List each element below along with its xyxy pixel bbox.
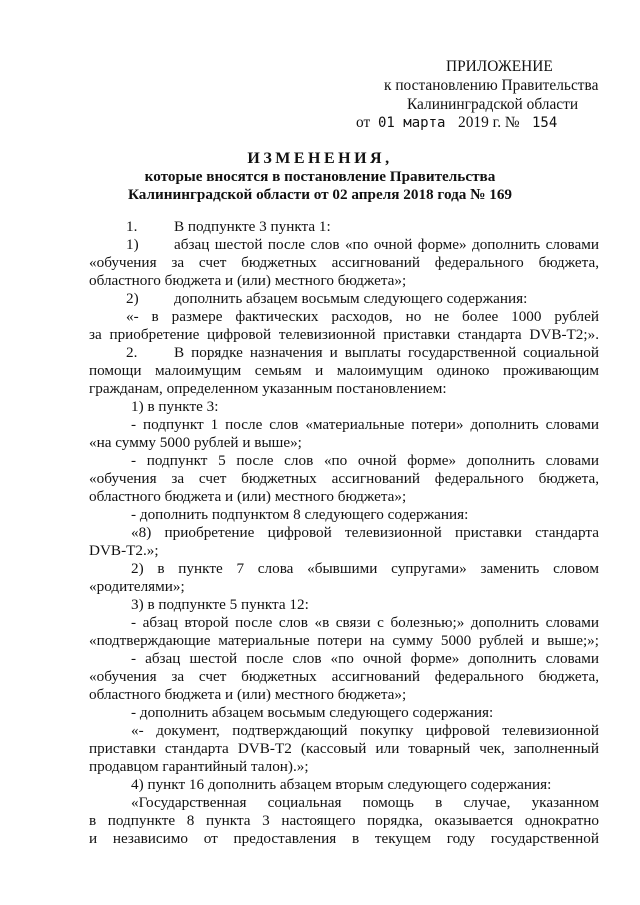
resolution-number-stamp: 154 [532,115,558,131]
body-line: - дополнить подпунктом 8 следующего содержания: [131,506,469,523]
body-line: «на сумму 5000 рублей и выше»; [89,434,302,451]
body-line: «обучения за счет бюджетных ассигнований федерального бюджета, [89,470,599,487]
body-line: гражданам, определенном указанным постановлением: [89,380,447,397]
body-line: - абзац шестой после слов «по очной форме» дополнить словами [131,650,599,667]
body-line: и независимо от предоставления в текущем году государственной [89,830,599,847]
appendix-resolution-line: к постановлению Правительства [384,77,599,94]
body-line: продавцом гарантийный талон).»; [89,758,309,775]
document-title: ИЗМЕНЕНИЯ, [247,150,393,167]
body-line: DVB-T2.»; [89,542,159,559]
item-1-1-number: 1) [126,236,139,253]
document-subtitle-line-2: Калининградской области от 02 апреля 2018 года № 169 [127,186,513,203]
sub-item-heading: 2) в пункте 7 слова «бывшими супругами» заменить словом [131,560,599,577]
body-line: «подтверждающие материальные потери на сумму 5000 рублей и выше;»; [89,632,599,649]
body-line: «Государственная социальная помощь в случае, указанном [131,794,599,811]
body-line: «родителями»; [89,578,185,595]
date-year: 2019 г. № [458,114,520,131]
item-2-text: В порядке назначения и выплаты государственной социальной [174,344,599,361]
item-1-number: 1. [126,218,138,235]
body-line: приставки стандарта DVB-T2 (кассовый или товарный чек, заполненный [89,740,599,757]
body-line: «обучения за счет бюджетных ассигнований федерального бюджета, [89,668,599,685]
body-line: «- документ, подтверждающий покупку цифровой телевизионной [131,722,599,739]
body-line: «обучения за счет бюджетных ассигнований федерального бюджета, [89,254,599,271]
sub-item-heading: 3) в подпункте 5 пункта 12: [131,596,309,613]
body-line: «- в размере фактических расходов, но не более 1000 рублей [126,308,599,325]
sub-item-heading: 1) в пункте 3: [131,398,219,415]
item-1-2-text: дополнить абзацем восьмым следующего содержания: [174,290,528,307]
body-line: областного бюджета и (или) местного бюджета»; [89,272,407,289]
item-2-number: 2. [126,344,138,361]
item-1-text: В подпункте 3 пункта 1: [174,218,331,235]
body-line: - абзац второй после слов «в связи с болезнью;» дополнить словами [131,614,599,631]
body-line: в подпункте 8 пункта 3 настоящего порядка, оказывается однократно [89,812,599,829]
item-1-2-number: 2) [126,290,139,307]
body-line: областного бюджета и (или) местного бюджета»; [89,488,407,505]
date-stamp: 01 марта [378,115,446,131]
body-line: помощи малоимущим семьям и малоимущим одиноко проживающим [89,362,599,379]
body-line: областного бюджета и (или) местного бюджета»; [89,686,407,703]
body-line: «8) приобретение цифровой телевизионной приставки стандарта [131,524,599,541]
sub-item-heading: 4) пункт 16 дополнить абзацем вторым следующего содержания: [131,776,552,793]
body-line: - дополнить абзацем восьмым следующего содержания: [131,704,494,721]
body-line: за приобретение цифровой телевизионной приставки стандарта DVB-T2;». [89,326,599,343]
body-line: - подпункт 1 после слов «материальные потери» дополнить словами [131,416,599,433]
appendix-region-line: Калининградской области [407,96,579,113]
date-prefix: от [356,114,371,131]
document-subtitle-line-1: которые вносятся в постановление Правительства [144,168,496,185]
item-1-1-text: абзац шестой после слов «по очной форме» дополнить словами [174,236,599,253]
appendix-heading: ПРИЛОЖЕНИЕ [446,58,553,75]
body-line: - подпункт 5 после слов «по очной форме» дополнить словами [131,452,599,469]
